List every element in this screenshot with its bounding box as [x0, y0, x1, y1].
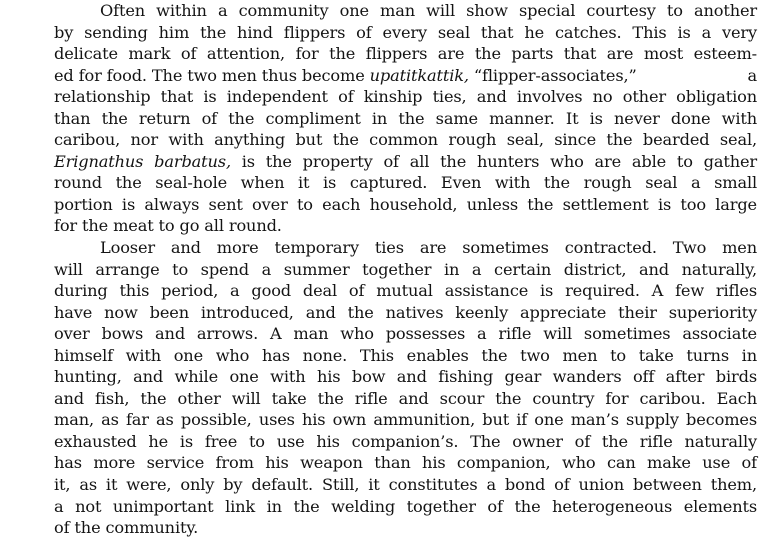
text-line: relationship that is independent of kinship ties, and involves no other obligation — [54, 87, 757, 107]
text-line: a not unimportant link in the welding together of the heterogeneous elements — [54, 496, 757, 516]
text-line: round the seal-hole when it is captured. Even with the rough seal a small — [54, 173, 757, 193]
text-line: of the community. — [54, 518, 199, 538]
text-line: than the return of the compliment in the same manner. It is never done with — [54, 108, 757, 128]
inuit-term: upatitkattik, — [369, 65, 469, 85]
text-line: Often within a community one man will show special courtesy to another — [100, 1, 757, 20]
text-line: by sending him the hind flippers of every seal that he catches. This is a very — [54, 22, 757, 42]
text-line: it, as it were, only by default. Still, it constitutes a bond of union between them, — [54, 475, 757, 495]
text-line: delicate mark of attention, for the flippers are the parts that are most esteem- — [54, 44, 757, 64]
text-line: exhausted he is free to use his companion’s. The owner of the rifle naturally — [54, 431, 757, 451]
text-line: ed for food. The two men thus become upatitkattik, “flipper-associates,” a — [54, 65, 757, 85]
text-line: have now been introduced, and the natives keenly appreciate their superiority — [54, 302, 757, 322]
text-line: has more service from his weapon than his companion, who can make use of — [54, 453, 757, 473]
text-line: Looser and more temporary ties are sometimes contracted. Two men — [100, 238, 757, 258]
text-line: over bows and arrows. A man who possesses a rifle will sometimes associate — [54, 324, 757, 344]
paragraph-flipper-associates — [8, 0, 757, 237]
species-name: Erignathus barbatus, — [54, 151, 231, 171]
text-line: himself with one who has none. This enables the two men to take turns in — [54, 345, 757, 365]
text-line: will arrange to spend a summer together in a certain district, and naturally, — [54, 259, 757, 279]
text-line: during this period, a good deal of mutual assistance is required. A few rifles — [54, 281, 757, 301]
paragraph-temporary-ties — [8, 237, 757, 539]
text-line: portion is always sent over to each household, unless the settlement is too large — [54, 194, 757, 214]
text-line: Erignathus barbatus, is the property of all the hunters who are able to gather — [54, 151, 757, 171]
text-line: man, as far as possible, uses his own ammunition, but if one man’s supply becomes — [54, 410, 757, 430]
text-line: for the meat to go all round. — [54, 216, 282, 236]
text-line: caribou, nor with anything but the common rough seal, since the bearded seal, — [54, 130, 757, 150]
text-line: hunting, and while one with his bow and fishing gear wanders off after birds — [54, 367, 757, 387]
text-line: and fish, the other will take the rifle and scour the country for caribou. Each — [54, 388, 757, 408]
